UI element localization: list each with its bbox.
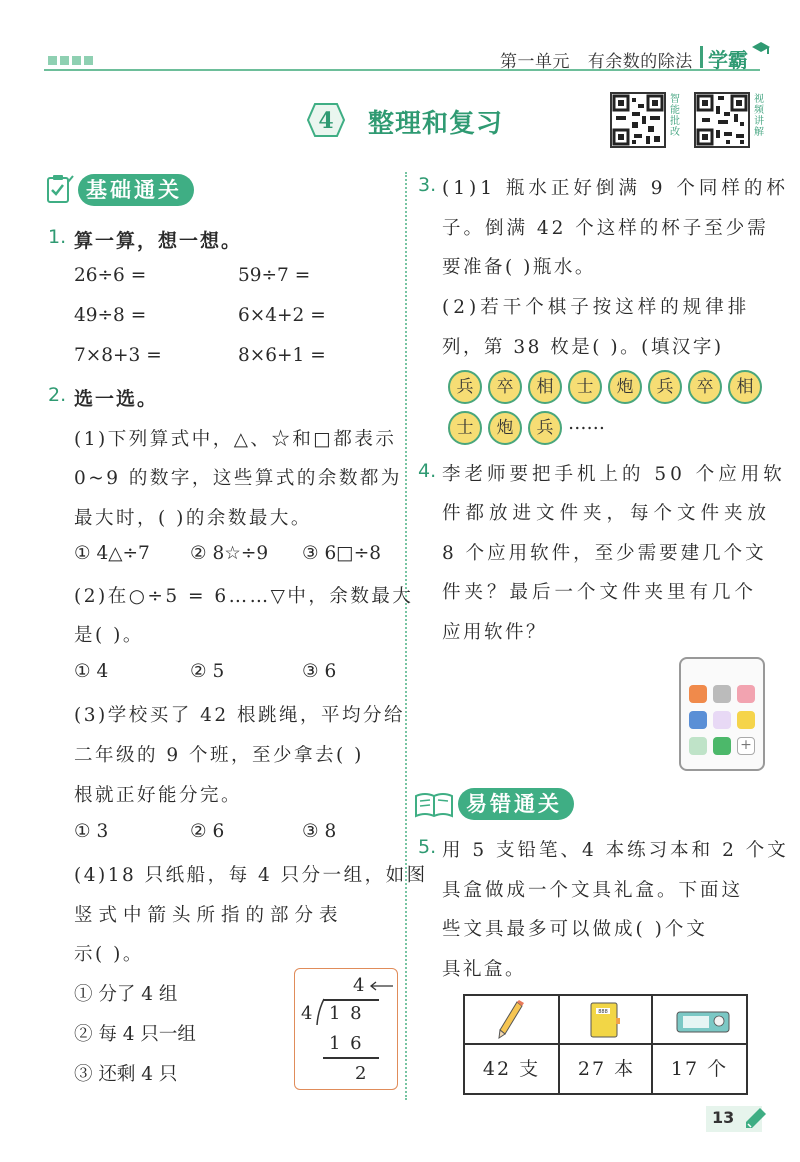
page-number: 13 [712, 1108, 735, 1127]
open-book-icon [414, 790, 454, 818]
option: ① 4 [74, 661, 109, 682]
text-line: (3)学校买了 42 根跳绳，平均分给 [74, 705, 406, 726]
header-square [84, 56, 93, 65]
quotient: 4 [353, 975, 365, 996]
chess-piece: 相 [728, 370, 762, 404]
question-number: 4. [418, 460, 437, 482]
division-bracket [315, 997, 327, 1027]
text-line: 件夹？最后一个文件夹里有几个 [442, 582, 758, 603]
text-line: 二年级的 9 个班，至少拿去( ) [74, 745, 364, 766]
text-line: 示( )。 [74, 944, 144, 965]
text-line: 竖式中箭头所指的部分表 [74, 905, 344, 926]
text-line: 具礼盒。 [442, 959, 527, 980]
app-icon [689, 737, 707, 755]
chess-piece: 士 [448, 411, 482, 445]
text-line: 0~9 的数字，这些算式的余数都为 [74, 468, 402, 489]
divisor: 4 [301, 1003, 313, 1024]
app-icon [737, 685, 755, 703]
chess-piece: 兵 [528, 411, 562, 445]
option: ③ 还剩 4 只 [74, 1064, 178, 1085]
checklist-icon [46, 174, 74, 204]
text-line: 些文具最多可以做成( )个文 [442, 919, 708, 940]
option: ② 8☆÷9 [190, 543, 269, 564]
option: ② 每 4 只一组 [74, 1024, 196, 1045]
option: ① 分了 4 组 [74, 984, 178, 1005]
app-icon [713, 685, 731, 703]
add-app-icon: + [737, 737, 755, 755]
header-square [48, 56, 57, 65]
option: ② 6 [190, 821, 225, 842]
header-unit: 第一单元 有余数的除法 [500, 52, 693, 72]
app-icon [689, 711, 707, 729]
table-cell-notebooks: 27 本 [577, 1058, 636, 1080]
text-line: 根就正好能分完。 [74, 785, 243, 806]
text-line: 应用软件？ [442, 622, 548, 643]
text-line: (2)若干个棋子按这样的规律排 [442, 297, 751, 318]
text-line: 件都放进文件夹，每个文件夹放 [442, 503, 772, 524]
brand-logo: 学霸 [708, 48, 748, 72]
table-cell-pencils: 42 支 [482, 1058, 541, 1080]
graduation-cap-icon [750, 40, 772, 56]
chess-piece: 炮 [608, 370, 642, 404]
chapter-number-badge [307, 102, 345, 138]
table-cell-pencil-cases: 17 个 [670, 1058, 729, 1080]
section-tag-basic: 基础通关 [78, 174, 194, 206]
header-separator [700, 46, 703, 68]
app-icon [689, 685, 707, 703]
table-row-divider [465, 1043, 746, 1045]
chess-piece: 卒 [688, 370, 722, 404]
question-number: 1. [48, 226, 67, 248]
option: ② 5 [190, 661, 225, 682]
expression: 8×6+1 = [238, 345, 326, 366]
ellipsis: …… [568, 413, 605, 434]
app-icon [713, 711, 731, 729]
text-line: 李老师要把手机上的 50 个应用软 [442, 464, 786, 485]
product: 1 6 [329, 1033, 364, 1054]
chess-piece: 兵 [448, 370, 482, 404]
option: ③ 6□÷8 [302, 543, 381, 564]
pencil-case-icon [675, 1008, 731, 1034]
expression: 49÷8 = [74, 305, 147, 326]
long-division-figure [294, 968, 398, 1090]
pen-icon [742, 1106, 768, 1132]
text-line: 要准备( )瓶水。 [442, 257, 596, 278]
notebook-label: 888 [598, 1009, 608, 1015]
qr-code-video[interactable] [694, 92, 750, 148]
qr-code-icon [696, 94, 748, 146]
stationery-table [463, 994, 748, 1095]
header-square [60, 56, 69, 65]
section-tag-error: 易错通关 [458, 788, 574, 820]
text-line: (2)在○÷5 = 6……▽中，余数最大 [74, 586, 414, 607]
text-line: 8 个应用软件，至少需要建几个文 [442, 543, 767, 564]
app-icon [713, 737, 731, 755]
page-title: 整理和复习 [368, 109, 504, 139]
arrow-left-icon [367, 979, 395, 993]
chess-piece: 兵 [648, 370, 682, 404]
text-line: 是( )。 [74, 625, 144, 646]
question-number: 5. [418, 836, 437, 858]
text-line: 最大时，( )的余数最大。 [74, 508, 312, 529]
column-divider [405, 172, 407, 1100]
chess-piece: 相 [528, 370, 562, 404]
qr-code-icon [612, 94, 664, 146]
chess-piece: 炮 [488, 411, 522, 445]
option: ③ 8 [302, 821, 337, 842]
text-line: 列，第 38 枚是( )。(填汉字) [442, 337, 724, 358]
question-prompt: 选一选。 [74, 388, 159, 410]
header-square [72, 56, 81, 65]
qr-code-grading[interactable] [610, 92, 666, 148]
option: ① 4△÷7 [74, 543, 150, 564]
text-line: (1)1 瓶水正好倒满 9 个同样的杯 [442, 178, 789, 199]
expression: 59÷7 = [238, 265, 311, 286]
question-number: 3. [418, 174, 437, 196]
chapter-number: 4 [318, 108, 334, 134]
phone-illustration [679, 657, 765, 771]
text-line: 具盒做成一个文具礼盒。下面这 [442, 880, 744, 901]
app-icon [737, 711, 755, 729]
text-line: 子。倒满 42 个这样的杯子至少需 [442, 218, 769, 239]
qr-label-grading: 智能批改 [670, 94, 680, 138]
question-number: 2. [48, 384, 67, 406]
text-line: (1)下列算式中，△、☆和□都表示 [74, 429, 397, 450]
remainder: 2 [355, 1063, 367, 1084]
division-bar [323, 999, 379, 1001]
question-prompt: 算一算，想一想。 [74, 230, 243, 252]
expression: 26÷6 = [74, 265, 147, 286]
dividend: 1 8 [329, 1003, 364, 1024]
chess-piece: 卒 [488, 370, 522, 404]
option: ③ 6 [302, 661, 337, 682]
expression: 7×8+3 = [74, 345, 162, 366]
text-line: 用 5 支铅笔、4 本练习本和 2 个文 [442, 840, 789, 861]
subtraction-bar [323, 1057, 379, 1059]
text-line: (4)18 只纸船，每 4 只分一组，如图 [74, 865, 428, 886]
notebook-icon [588, 1000, 622, 1040]
pencil-icon [495, 1000, 525, 1040]
qr-label-video: 视频讲解 [754, 94, 764, 138]
option: ① 3 [74, 821, 109, 842]
expression: 6×4+2 = [238, 305, 326, 326]
chess-piece: 士 [568, 370, 602, 404]
